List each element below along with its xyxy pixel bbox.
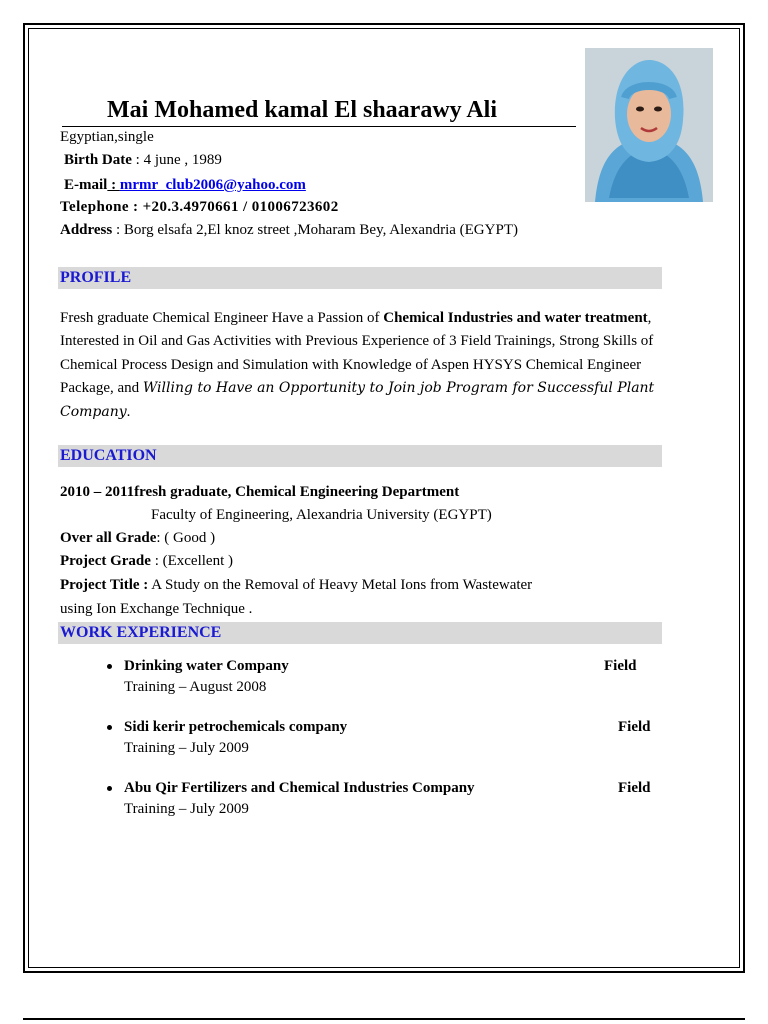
work-item-company: Abu Qir Fertilizers and Chemical Industries Company — [124, 780, 475, 796]
birth-date-value: : 4 june , 1989 — [131, 152, 222, 168]
candidate-name: Mai Mohamed kamal El shaarawy Ali — [107, 97, 498, 123]
project-grade-value: : (Excellent ) — [150, 553, 233, 569]
education-degree: 2010 – 2011fresh graduate, Chemical Engineering Department — [60, 484, 460, 500]
profile-heading: PROFILE — [60, 269, 132, 286]
profile-text-bold: Chemical Industries and water treatment — [383, 310, 648, 326]
overall-grade-line — [60, 528, 215, 548]
profile-text-italic: Willing to Have an Opportunity to Join job Program for Successful Plant Company — [60, 380, 655, 420]
profile-section-bar — [58, 267, 662, 289]
work-item-field: Field — [618, 780, 651, 796]
project-title-label: Project Title : — [60, 577, 149, 593]
address-line — [60, 220, 518, 240]
address-label: Address — [60, 222, 113, 238]
education-institution: Faculty of Engineering, Alexandria University (EGYPT) — [151, 507, 492, 523]
work-item-field: Field — [618, 719, 651, 735]
project-title-continued: using Ion Exchange Technique . — [60, 601, 253, 617]
work-item-training: Training – July 2009 — [124, 740, 249, 756]
work-item-company: Drinking water Company — [124, 658, 289, 674]
profile-text-1: Fresh graduate Chemical Engineer Have a Passion of — [60, 310, 384, 326]
nationality-status: Egyptian,single — [60, 129, 154, 145]
bullet-icon — [107, 725, 112, 730]
work-item-company: Sidi kerir petrochemicals company — [124, 719, 348, 735]
overall-grade-label: Over all Grade — [60, 530, 157, 546]
project-grade-line — [60, 551, 233, 571]
email-label: E-mail — [64, 177, 108, 193]
profile-text-end: . — [126, 403, 131, 420]
address-value: : Borg elsafa 2,El knoz street ,Moharam Bey, Alexandria (EGYPT) — [112, 222, 518, 238]
overall-grade-value: : ( Good ) — [156, 530, 216, 546]
work-item-training: Training – August 2008 — [124, 679, 267, 695]
work-item-field: Field — [604, 658, 637, 674]
profile-text-2: , Interested in Oil and Gas Activities with Previous Experience of 3 Field Trainings, Strong Skills of Chemical Process Design and Simulation with Knowledge of Aspen HYSYS Chemical Engineer Package, and — [60, 310, 654, 397]
work-heading: WORK EXPERIENCE — [60, 624, 222, 641]
bullet-icon — [107, 786, 112, 791]
email-line — [64, 175, 306, 195]
birth-date-line — [64, 150, 222, 170]
email-link[interactable]: mrmr_club2006@yahoo.com — [119, 177, 306, 193]
project-title-line — [60, 575, 532, 595]
work-item-training: Training – July 2009 — [124, 801, 249, 817]
person-photo-icon — [585, 48, 713, 202]
project-grade-label: Project Grade — [60, 553, 151, 569]
telephone-line: Telephone : +20.3.4970661 / 01006723602 — [60, 199, 339, 215]
profile-paragraph — [60, 307, 665, 424]
birth-date-label: Birth Date — [64, 152, 132, 168]
education-heading: EDUCATION — [60, 447, 157, 464]
project-title-value: A Study on the Removal of Heavy Metal Ions from Wastewater — [148, 577, 533, 593]
email-separator: : — [107, 177, 120, 193]
bullet-icon — [107, 664, 112, 669]
next-page-border — [23, 1018, 745, 1024]
